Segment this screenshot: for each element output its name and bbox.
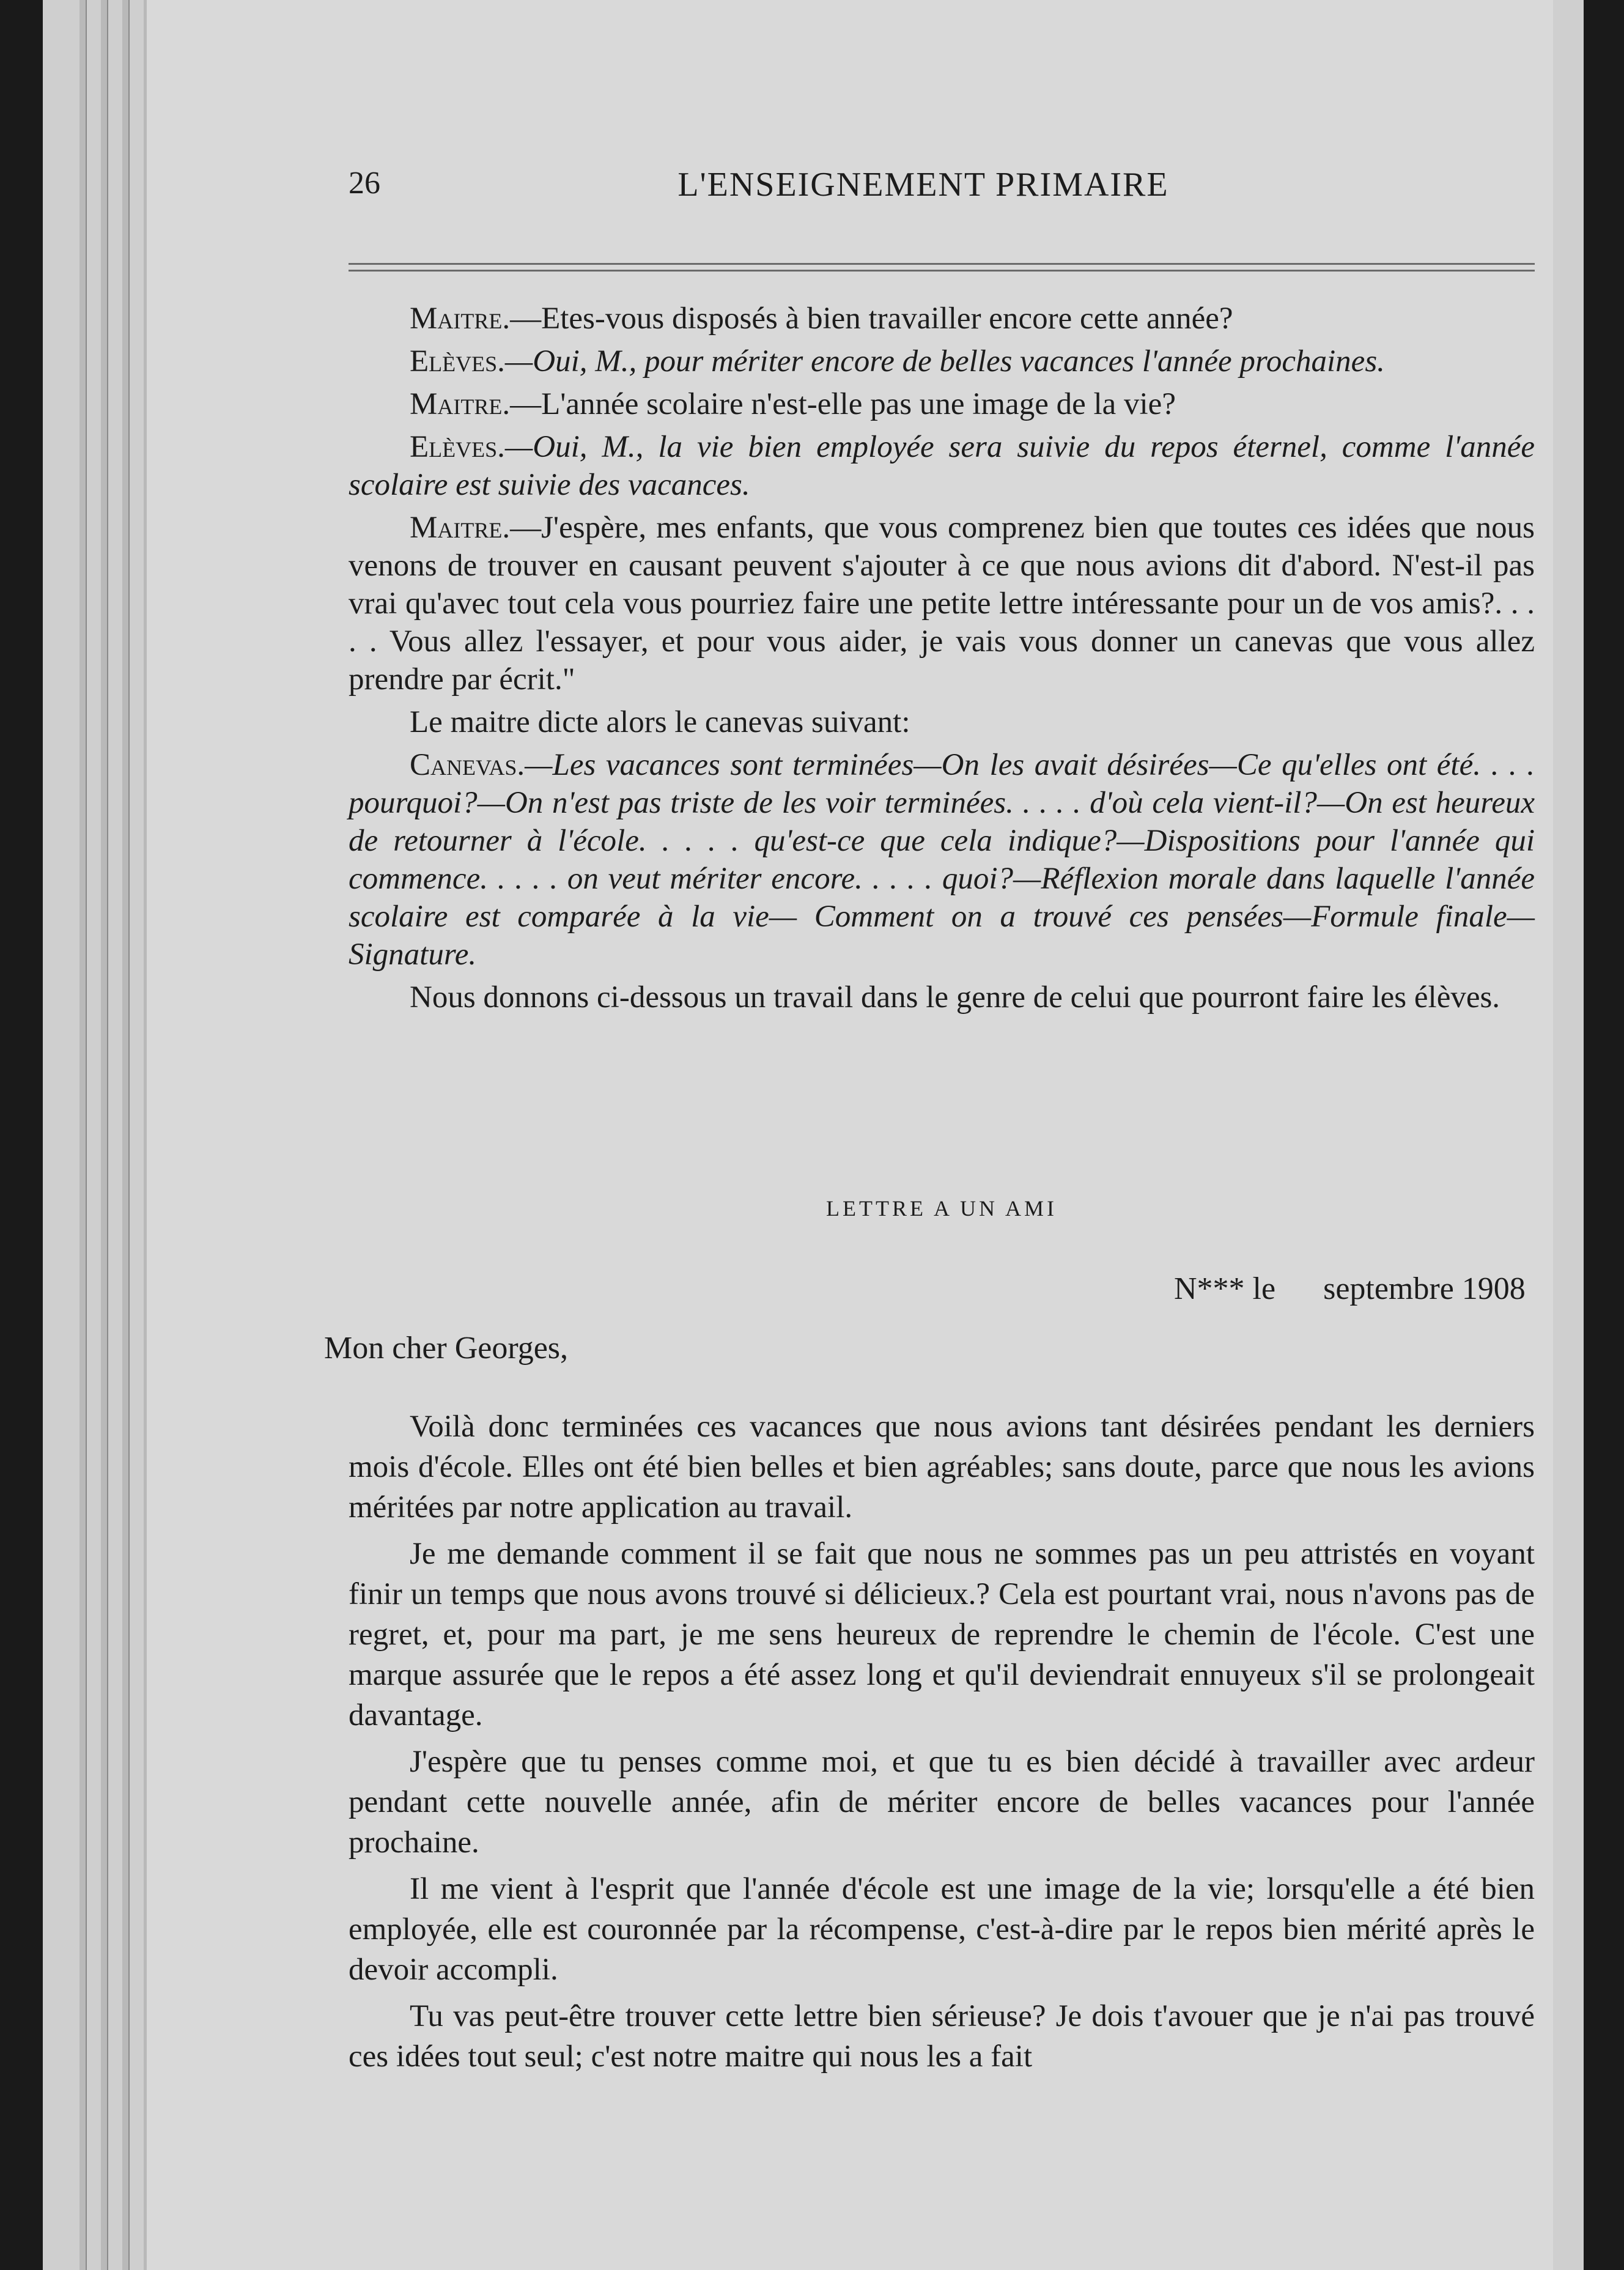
page-number: 26 — [349, 166, 380, 201]
dialogue-line — [349, 509, 1535, 698]
letter-paragraph: J'espère que tu penses comme moi, et que tu es bien décidé à travailler avec ardeur pendant cette nouvelle année, afin de mériter encore de belles vacances pour l'année prochaine. — [349, 1745, 1535, 1860]
speaker-label: Maitre. — [410, 511, 511, 545]
header-rule — [349, 270, 1535, 272]
book-page — [147, 0, 1553, 2270]
dialogue-section — [349, 300, 1535, 1016]
canevas-paragraph — [349, 746, 1535, 974]
dialogue-text: —Oui, M., la vie bien employée sera suivie du repos éternel, comme l'année scolaire est suivie des vacances. — [349, 430, 1535, 502]
dialogue-line — [349, 300, 1535, 338]
page-edge — [101, 0, 108, 2270]
canevas-text: —Les vacances sont terminées—On les avait désirées—Ce qu'elles ont été. . . . pourquoi?—On n'est pas triste de les voir terminées. . . . . d'où cela vient-il?—On est heureux de retourner à l'école. . . . . qu'est-ce que cela indique?—Dispositions pour l'année qui commence. . . . . on veut mériter encore. . . . . quoi?—Réflexion morale dans laquelle l'année scolaire est comparée à la vie— Comment on a trouvé ces pensées—Formule finale—Signature. — [349, 748, 1535, 972]
running-title: L'ENSEIGNEMENT PRIMAIRE — [677, 166, 1169, 204]
dialogue-text: —Oui, M., pour mériter encore de belles vacances l'année prochaines. — [504, 344, 1385, 379]
letter-paragraph: Je me demande comment il se fait que nous ne sommes pas un peu attristés en voyant finir un temps que nous avons trouvé si délicieux.? Cela est pourtant vrai, nous n'avons pas de regret, et, pour ma part, je me sens heureux de reprendre le chemin de l'école. C'est une marque assurée que le repos a été assez long et qu'il deviendrait ennuyeux s'il se prolongeait davantage. — [349, 1537, 1535, 1732]
speaker-label: Elèves. — [410, 344, 505, 379]
page-header — [349, 165, 1498, 214]
dialogue-line — [349, 342, 1535, 380]
letter-paragraph: Il me vient à l'esprit que l'année d'école est une image de la vie; lorsqu'elle a été bien employée, elle est couronnée par la récompense, c'est-à-dire par le repos bien mérité après le devoir accompli. — [349, 1872, 1535, 1987]
dialogue-text: —J'espère, mes enfants, que vous comprenez bien que toutes ces idées que nous venons de trouver en causant peuvent s'ajouter à ce que nous avions dit d'abord. N'est-il pas vrai qu'avec tout cela vous pourriez faire une petite lettre intéressante pour un de vos amis?. . . . . Vous allez l'essayer, et pour vous aider, je vais vous donner un canevas que vous allez prendre par écrit." — [349, 511, 1535, 697]
closing-note: Nous donnons ci-dessous un travail dans le genre de celui que pourront faire les élèves. — [410, 980, 1500, 1015]
page-edge — [122, 0, 130, 2270]
letter-salutation: Mon cher Georges, — [324, 1331, 569, 1366]
dialogue-text: —L'année scolaire n'est-elle pas une image de la vie? — [510, 387, 1176, 421]
dialogue-text: —Etes-vous disposés à bien travailler encore cette année? — [510, 301, 1233, 336]
page-edge — [79, 0, 87, 2270]
header-rule — [349, 263, 1535, 265]
canevas-label: Canevas. — [410, 748, 525, 782]
speaker-label: Maitre. — [410, 301, 511, 336]
dictation-intro: Le maitre dicte alors le canevas suivant: — [410, 705, 910, 739]
letter-paragraph: Voilà donc terminées ces vacances que nous avions tant désirées pendant les derniers mois d'école. Elles ont été bien belles et bien agréables; sans doute, parce que nous les avions méritées par notre application au travail. — [349, 1410, 1535, 1525]
speaker-label: Maitre. — [410, 387, 511, 421]
dialogue-line — [349, 385, 1535, 423]
dialogue-line — [349, 428, 1535, 504]
letter-title: LETTRE A UN AMI — [826, 1196, 1057, 1221]
letter-dateline: N*** le septembre 1908 — [1174, 1271, 1526, 1306]
speaker-label: Elèves. — [410, 430, 505, 464]
letter-body — [349, 1407, 1535, 2077]
letter-paragraph: Tu vas peut-être trouver cette lettre bien sérieuse? Je dois t'avouer que je n'ai pas trouvé ces idées tout seul; c'est notre maitre qui nous les a fait — [349, 1999, 1535, 2074]
